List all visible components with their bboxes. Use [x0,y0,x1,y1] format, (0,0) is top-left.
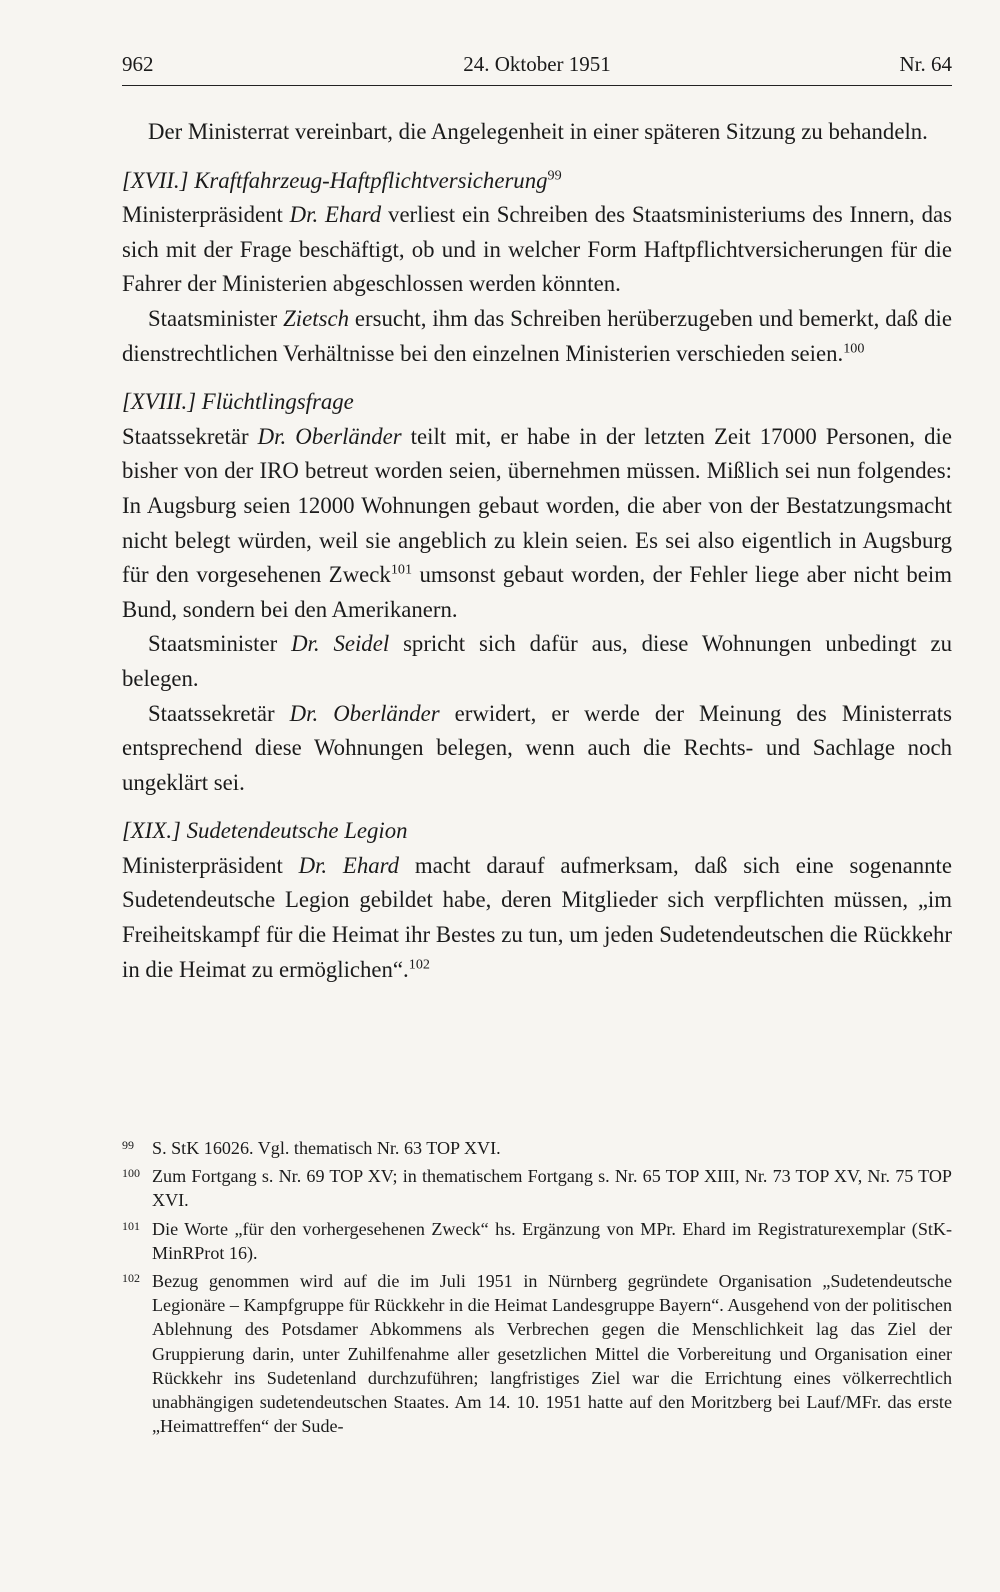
person-name: Dr. Ehard [298,852,400,878]
paragraph-text: teilt mit, er habe in der letzten Zeit 17000 Personen, die bisher von der IRO betreut worden seien, übernehmen müssen. Mißlich sei nun folgendes: In Augsburg seien 12000 Wohnungen gebaut worden, die aber von der Bestatzungsmacht nicht belegt würden, weil sie angeblich zu klein seien. Es sei also eigentlich in Augsburg für den vorgesehenen Zweck [122,423,953,588]
section-title: Kraftfahrzeug-Haftpflichtversicherung [194,167,548,193]
section-numeral: [XVIII.] [122,389,197,415]
section-heading-xvii [122,164,952,199]
footnote-number: 101 [122,1218,140,1233]
person-name: Zietsch [283,305,349,331]
footnote-ref: 102 [408,956,430,973]
footnote-number: 99 [122,1138,134,1152]
paragraph [122,198,952,302]
paragraph [122,627,952,696]
running-head [122,50,952,78]
footnote-ref: 101 [390,561,412,578]
footnotes [122,1136,952,1442]
paragraph-text: erwidert, er werde der Meinung des Ministerrats entsprechend diese Wohnungen belegen, wenn auch die Rechts- und Sachlage noch ungeklärt sei. [122,700,953,795]
paragraph-text: ersucht, ihm das Schreiben herüberzugeben und bemerkt, daß die dienstrechtlichen Verhältnisse bei den einzelnen Ministerien verschieden seien. [122,305,952,366]
footnote-text: Zum Fortgang s. Nr. 69 TOP XV; in thematischem Fortgang s. Nr. 65 TOP XIII, Nr. 73 TOP XV, Nr. 75 TOP XVI. [152,1166,952,1211]
footnote-ref: 100 [843,339,865,356]
paragraph-text: Ministerpräsident [122,852,299,878]
footnote-number: 102 [122,1271,140,1286]
footnote-text: Bezug genommen wird auf die im Juli 1951 in Nürnberg gegründete Organisation „Sudetendeutsche Legionäre – Kampfgruppe für Rückkehr in die Heimat Landesgruppe Bayern“. Ausgehend von der politischen Ablehnung des Potsdamer Abkommens als Verbrechen gegen die Menschlichkeit lag das Ziel der Gruppierung darin, unter Zuhilfenahme aller gesetzlichen Mittel die Vorbereitung und Organisation einer Rückkehr ins Sudetenland durchzuführen; langfristiges Ziel war die Errichtung eines völkerrechtlich unabhängigen sudetendeutschen Staates. Am 14. 10. 1951 hatte auf den Moritzberg bei Lauf/MFr. das erste „Heimattreffen“ der Sude- [152,1271,952,1437]
paragraph-text: Staatssekretär [148,700,290,726]
section-numeral: [XIX.] [122,818,181,844]
paragraph-text: verliest ein Schreiben des Staatsministeriums des Innern, das sich mit der Frage beschäftigt, ob und in welcher Form Haftpflichtversicherungen für die Fahrer der Ministerien abgeschlossen werden könnten. [122,202,952,297]
footnote-99 [122,1136,952,1160]
footnote-text: Die Worte „für den vorhergesehenen Zweck“ hs. Ergänzung von MPr. Ehard im Registraturexemplar (StK-MinRProt 16). [152,1218,952,1263]
header-rule [122,85,952,86]
paragraph [122,420,952,628]
session-date: 24. Oktober 1951 [463,52,611,76]
section-title: Sudetendeutsche Legion [186,818,408,844]
section-heading-xviii [122,385,952,420]
paragraph-text: macht darauf aufmerksam, daß sich eine sogenannte Sudetendeutsche Legion gebildet habe, deren Mitglieder sich verpflichten müssen, „im Freiheitskampf für die Heimat ihr Bestes zu tun, um jeden Sudetendeutschen die Rückkehr in die Heimat zu ermöglichen“. [122,852,953,982]
person-name: Dr. Oberländer [289,700,440,726]
footnote-100 [122,1164,952,1212]
body-text [122,115,952,987]
footnote-ref: 99 [547,167,562,183]
section-numeral: [XVII.] [122,167,189,193]
document-number: Nr. 64 [899,52,952,76]
paragraph-text: Staatsminister [148,631,292,657]
paragraph-text: Staatsminister [148,305,284,331]
paragraph-text: Ministerpräsident [122,202,290,228]
person-name: Dr. Seidel [291,631,390,657]
intro-paragraph: Der Ministerrat vereinbart, die Angelegenheit in einer späteren Sitzung zu behandeln. [148,119,928,144]
paragraph [122,302,952,371]
footnote-102 [122,1269,952,1438]
footnote-101 [122,1217,952,1265]
section-title: Flüchtlingsfrage [201,389,354,415]
footnote-number: 100 [122,1166,140,1181]
paragraph [122,697,952,801]
section-heading-xix [122,814,952,849]
person-name: Dr. Oberländer [257,423,402,449]
paragraph-text: Staatssekretär [122,423,258,449]
paragraph-text: umsonst gebaut worden, der Fehler liege aber nicht beim Bund, sondern bei den Amerikanern. [122,562,952,622]
person-name: Dr. Ehard [289,202,382,228]
paragraph [122,849,952,987]
footnote-text: S. StK 16026. Vgl. thematisch Nr. 63 TOP XVI. [152,1138,501,1158]
paragraph-text: spricht sich dafür aus, diese Wohnungen unbedingt zu belegen. [122,631,952,691]
page-number: 962 [122,52,154,76]
